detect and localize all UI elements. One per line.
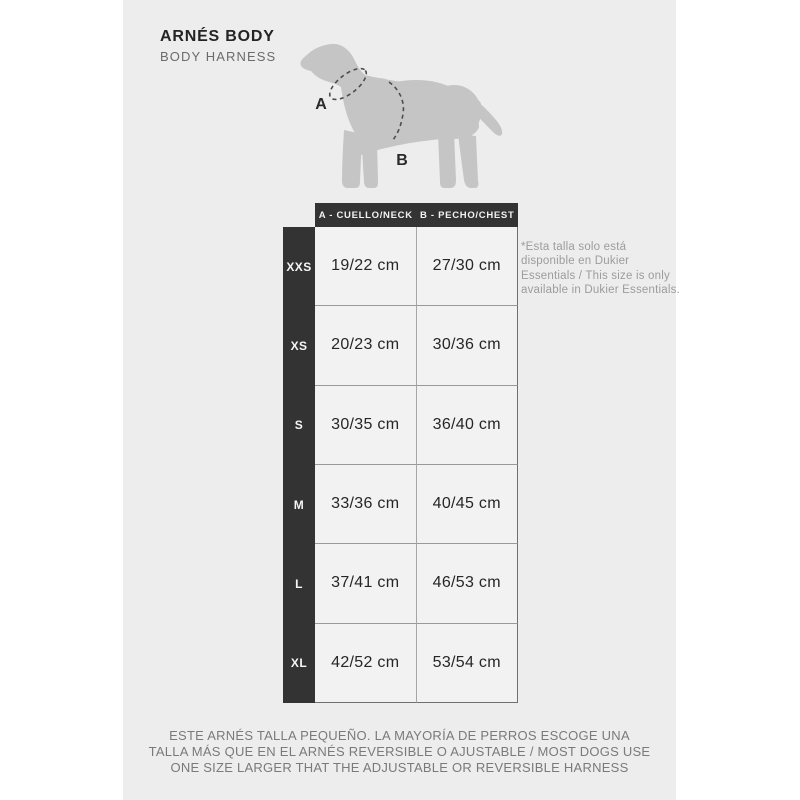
chest-value-cell: 53/54 cm xyxy=(417,624,519,703)
size-cell: XXS xyxy=(283,227,315,306)
title-block xyxy=(160,28,276,64)
chest-value-cell: 30/36 cm xyxy=(417,306,519,385)
chest-value-cell: 46/53 cm xyxy=(417,544,519,623)
measure-label-b: B xyxy=(396,152,408,169)
size-table xyxy=(283,227,518,703)
footer-note xyxy=(123,728,676,775)
dog-silhouette-icon xyxy=(298,42,510,194)
footer-line: TALLA MÁS QUE EN EL ARNÉS REVERSIBLE O AJUSTABLE / MOST DOGS USE xyxy=(148,743,651,759)
neck-value-cell: 30/35 cm xyxy=(315,386,417,465)
size-cell: S xyxy=(283,386,315,465)
chest-value-cell: 40/45 cm xyxy=(417,465,519,544)
size-cell: L xyxy=(283,544,315,623)
availability-note: *Esta talla solo está disponible en Dukier Essentials / This size is only available in Dukier Essentials. xyxy=(521,241,680,296)
dog-diagram xyxy=(298,42,510,194)
page-title: ARNÉS BODY xyxy=(160,28,275,45)
chest-value-cell: 36/40 cm xyxy=(417,386,519,465)
size-table-header xyxy=(315,203,518,227)
footer-line: ONE SIZE LARGER THAT THE ADJUSTABLE OR REVERSIBLE HARNESS xyxy=(170,759,629,775)
neck-value-cell: 20/23 cm xyxy=(315,306,417,385)
neck-value-cell: 19/22 cm xyxy=(315,227,417,306)
neck-value-cell: 33/36 cm xyxy=(315,465,417,544)
size-cell: XS xyxy=(283,306,315,385)
neck-value-cell: 37/41 cm xyxy=(315,544,417,623)
page-subtitle: BODY HARNESS xyxy=(160,49,277,64)
footer-line: ESTE ARNÉS TALLA PEQUEÑO. LA MAYORÍA DE PERROS ESCOGE UNA xyxy=(169,728,630,743)
chest-value-cell: 27/30 cm xyxy=(417,227,519,306)
column-header-neck: A - CUELLO/NECK xyxy=(318,209,413,221)
column-header-chest: B - PECHO/CHEST xyxy=(420,209,515,221)
size-guide-card xyxy=(123,0,680,800)
size-cell: XL xyxy=(283,624,315,703)
size-cell: M xyxy=(283,465,315,544)
neck-value-cell: 42/52 cm xyxy=(315,624,417,703)
measure-label-a: A xyxy=(315,96,327,113)
